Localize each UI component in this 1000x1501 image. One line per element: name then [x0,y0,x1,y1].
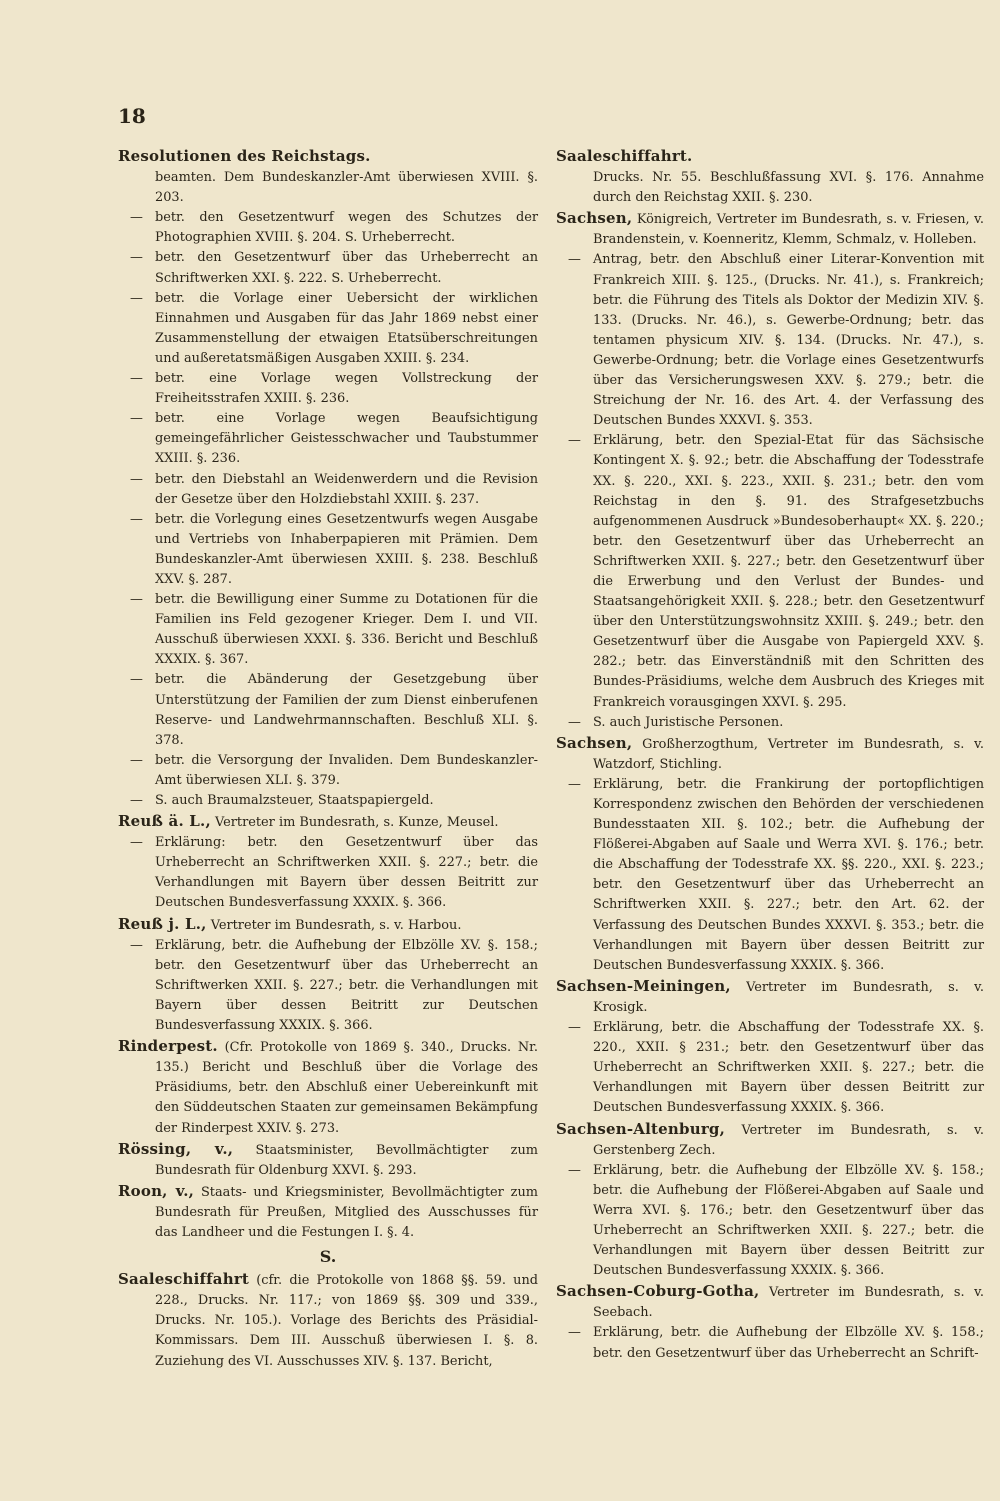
sub-entry [118,248,538,288]
sub-entry-dash: — [130,411,143,427]
sub-entry-text: Erklärung, betr. die Abschaffung der Todesstrafe XX. §. 220., XXII. § 231.; betr. den Gesetzentwurf über das Urheberrecht an Schriftwerken XXII. §. 227.; betr. die Verhandlungen mit Bayern über dessen Beitritt zur Deutschen Bundesverfassung XXXIX. §. 366. [593,1020,984,1116]
sub-entry-text: Erklärung, betr. die Frankirung der portopflichtigen Korrespondenz zwischen den Behörden der verschiedenen Bundesstaaten XII. §. 102.; betr. die Aufhebung der Flößerei-Abgaben auf Saale und Werra XVI. §. 176.; betr. die Abschaffung der Todesstrafe XX. §§. 220., XXI. §. 223.; betr. den Gesetzentwurf über das Urheberrecht an Schriftwerken XXII. §. 227.; betr. den Art. 62. der Verfassung des Deutschen Bundes XXXVI. §. 353.; betr. die Verhandlungen mit Bayern über dessen Beitritt zur Deutschen Bundesverfassung XXXIX. §. 366. [593,776,984,973]
index-entry [118,1036,538,1138]
sub-entry-dash: — [130,290,143,306]
entry-text: Vertreter im Bundesrath, s. v. Seebach. [593,1285,984,1321]
sub-entry [118,470,538,510]
index-entry [118,1139,538,1181]
entry-headword: Sachsen, [556,733,633,752]
entry-continuation: Drucks. Nr. 55. Beschlußfassung XVI. §. 176. Annahme durch den Reichstag XXII. §. 230. [593,170,984,206]
sub-entry-dash: — [130,511,143,527]
index-entry [556,146,984,168]
entry-text: Königreich, Vertreter im Bundesrath, s. v. Friesen, v. Brandenstein, v. Koenneritz, Klemm, Schmalz, v. Holleben. [593,212,984,248]
sub-entry-text: betr. den Gesetzentwurf über das Urheberrecht an Schriftwerken XXI. §. 222. S. Urheberrecht. [155,250,538,286]
sub-entry-text: Erklärung: betr. den Gesetzentwurf über das Urheberrecht an Schriftwerken XXII. §. 227.; betr. die Verhandlungen mit Bayern über dessen Beitritt zur Deutschen Bundesverfassung XXXIX. §. 366. [155,835,538,911]
right-column [556,146,984,1364]
sub-entry-text: Erklärung, betr. die Aufhebung der Elbzölle XV. §. 158.; betr. die Aufhebung der Flößerei-Abgaben auf Saale und Werra XVI. §. 176.; betr. den Gesetzentwurf über das Urheberrecht an Schriftwerken XXII. §. 227.; betr. die Verhandlungen mit Bayern über dessen Beitritt zur Deutschen Bundesverfassung XXXIX. §. 366. [593,1162,984,1279]
entry-headword: Roon, v., [118,1181,195,1200]
section-letter: S. [319,1247,337,1267]
entry-headword: Sachsen-Altenburg, [556,1119,726,1138]
index-entry [556,1281,984,1323]
sub-entry-text: Erklärung, betr. den Spezial-Etat für das Sächsische Kontingent X. §. 92.; betr. die Abschaffung der Todesstrafe XX. §. 220., XXI. §. 223., XXII. §. 231.; betr. den vom Reichstag in den §. 91. des Strafgesetzbuchs aufgenommenen Ausdruck »Bundesoberhaupt« XX. §. 220.; betr. den Gesetzentwurf über das Urheberrecht an Schriftwerken XXII. §. 227.; betr. den Gesetzentwurf über die Erwerbung und den Verlust der Bundes- und Staatsangehörigkeit XXII. §. 228.; betr. den Gesetzentwurf über den Unterstützungswohnsitz XXIII. §. 249.; betr. den Gesetzentwurf über die Ausgabe von Papiergeld XXV. §. 282.; betr. das Einverständniß mit den Schritten des Bundes-Präsidiums, welche dem Ausbruch des Krieges mit Frankreich vorausgingen XXVI. §. 295. [593,433,984,710]
entry-text: Großherzogthum, Vertreter im Bundesrath, s. v. Watzdorf, Stichling. [593,736,984,772]
sub-entry-dash: — [130,793,143,808]
sub-entry-dash: — [130,210,143,226]
sub-entry [556,250,984,431]
sub-entry-text: Antrag, betr. den Abschluß einer Literar-Konvention mit Frankreich XIII. §. 125., (Drucks. Nr. 41.), s. Frankreich; betr. die Führung des Titels als Doktor der Medizin XIV. §. 133. (Drucks. Nr. 46.), s. Gewerbe-Ordnung; betr. das tentamen physicum XIV. §. 134. (Drucks. Nr. 47.), s. Gewerbe-Ordnung; betr. die Vorlage eines Gesetzentwurfs über das Versicherungswesen XXV. §. 279.; betr. die Streichung der Nr. 16. des Art. 4. der Verfassung des Deutschen Bundes XXXVI. §. 353. [593,252,984,429]
entry-text: Staats- und Kriegsminister, Bevollmächtigter zum Bundesrath für Preußen, Mitglied des Ausschusses für das Landheer und die Festungen I. §. 4. [155,1184,538,1240]
entry-continuation: beamten. Dem Bundeskanzler-Amt überwiesen XVIII. §. 203. [155,170,538,206]
index-entry [556,976,984,1018]
entry-headword: Reuß ä. L., [118,812,211,831]
sub-entry-text: S. auch Braumalzsteuer, Staatspapiergeld. [155,793,434,808]
index-entry [118,914,538,936]
left-column [118,146,538,1372]
sub-entry-text: betr. eine Vorlage wegen Vollstreckung der Freiheitsstrafen XXIII. §. 236. [155,371,538,407]
sub-entry-dash: — [568,1162,581,1178]
sub-entry-text: S. auch Juristische Personen. [593,714,784,730]
entry-text: Vertreter im Bundesrath, s. Kunze, Meusel. [210,815,499,831]
entry-text: Staatsminister, Bevollmächtigter zum Bundesrath für Oldenburg XXVI. §. 293. [155,1142,538,1178]
sub-entry-text: Erklärung, betr. die Aufhebung der Elbzölle XV. §. 158.; betr. den Gesetzentwurf über das Urheberrecht an Schriftwerken XXII. §. 227.; betr. die Verhandlungen mit Bayern über dessen Beitritt zur Deutschen Bundesverfassung XXXIX. §. 366. [155,937,538,1034]
entry-headword: Rössing, v., [118,1139,234,1158]
sub-entry-dash: — [130,250,143,266]
sub-entry [118,510,538,590]
sub-entry-dash: — [130,471,143,487]
entry-headword: Resolutionen des Reichstags. [118,147,371,165]
sub-entry-text: betr. den Gesetzentwurf wegen des Schutzes der Photographien XVIII. §. 204. S. Urheberrecht. [155,210,538,246]
sub-entry [556,713,984,733]
sub-entry [118,590,538,670]
sub-entry-text: betr. die Vorlage einer Uebersicht der wirklichen Einnahmen und Ausgaben für das Jahr 1869 nebst einer Zusammenstellung der etwaigen Etatsüberschreitungen und außeretatsmäßigen Ausgaben XXIII. §. 234. [155,290,538,366]
sub-entry-dash: — [130,937,143,953]
sub-entry [556,1161,984,1282]
sub-entry [118,409,538,469]
sub-entry [118,833,538,913]
sub-entry-dash: — [130,752,143,768]
sub-entry [118,936,538,1036]
sub-entry-text: betr. die Vorlegung eines Gesetzentwurfs wegen Ausgabe und Vertriebs von Inhaberpapieren mit Prämien. Dem Bundeskanzler-Amt überwiesen XXIII. §. 238. Beschluß XXV. §. 287. [155,511,538,587]
index-entry [556,1119,984,1161]
entry-headword: Rinderpest. [118,1037,218,1056]
sub-entry-text: Erklärung, betr. die Aufhebung der Elbzölle XV. §. 158.; betr. den Gesetzentwurf über das Urheberrecht an Schrift- [593,1325,984,1361]
sub-entry-dash: — [568,776,581,792]
sub-entry-dash: — [130,672,143,688]
sub-entry [556,1018,984,1118]
sub-entry-dash: — [130,371,143,387]
entry-text: Vertreter im Bundesrath, s. v. Krosigk. [593,979,984,1015]
entry-headword: Saaleschiffahrt. [556,147,693,165]
index-entry [118,146,538,168]
sub-entry [118,791,538,811]
sub-entry [556,431,984,712]
index-entry [556,733,984,775]
sub-entry-text: betr. eine Vorlage wegen Beaufsichtigung gemeingefährlicher Geistesschwacher und Taubstummer XXIII. §. 236. [155,411,538,467]
sub-entry [118,369,538,409]
entry-headword: Sachsen-Meiningen, [556,976,731,995]
sub-entry [118,289,538,369]
sub-entry-dash: — [568,252,581,268]
index-entry [118,1181,538,1243]
sub-entry [118,670,538,750]
sub-entry-text: betr. den Diebstahl an Weidenwerdern und die Revision der Gesetze über den Holzdiebstahl XXIII. §. 237. [155,471,538,507]
sub-entry-dash: — [568,1325,581,1341]
entry-text: Vertreter im Bundesrath, s. v. Harbou. [206,917,462,933]
sub-entry [118,751,538,791]
sub-entry-text: betr. die Abänderung der Gesetzgebung über Unterstützung der Familien der zum Dienst einberufenen Reserve- und Landwehrmannschaften. Beschluß XLI. §. 378. [155,672,538,748]
sub-entry [556,775,984,976]
entry-text: (cfr. die Protokolle von 1868 §§. 59. und 228., Drucks. Nr. 117.; von 1869 §§. 309 und 339., Drucks. Nr. 105.). Vorlage des Berichts des Präsidial-Kommissars. Dem III. Ausschuß überwiesen I. §. 8. Zuziehung des VI. Ausschusses XIV. §. 137. Bericht, [155,1273,538,1369]
index-entry [118,1269,538,1371]
sub-entry-text: betr. die Versorgung der Invaliden. Dem Bundeskanzler-Amt überwiesen XLI. §. 379. [155,752,538,788]
sub-entry-dash: — [568,433,581,449]
entry-headword: Sachsen-Coburg-Gotha, [556,1282,760,1301]
sub-entry-dash: — [130,835,143,851]
entry-text: Vertreter im Bundesrath, s. v. Gerstenberg Zech. [593,1122,984,1158]
entry-text: (Cfr. Protokolle von 1869 §. 340., Drucks. Nr. 135.) Bericht und Beschluß über die Vorlage des Präsidiums, betr. den Abschluß einer Uebereinkunft mit den Süddeutschen Staaten zur gemeinsamen Bekämpfung der Rinderpest XXIV. §. 273. [155,1040,538,1136]
sub-entry-dash: — [130,592,143,608]
sub-entry-dash: — [568,1020,581,1036]
sub-entry-text: betr. die Bewilligung einer Summe zu Dotationen für die Familien ins Feld gezogener Krieger. Dem I. und VII. Ausschuß überwiesen XXXI. §. 336. Bericht und Beschluß XXXIX. §. 367. [155,592,538,668]
entry-headword: Reuß j. L., [118,914,207,933]
sub-entry [556,1323,984,1363]
page-number: 18 [118,104,146,128]
entry-headword: Saaleschiffahrt [118,1270,250,1289]
entry-headword: Sachsen, [556,209,633,228]
index-entry [556,208,984,250]
sub-entry-dash: — [568,714,581,730]
index-entry [118,811,538,833]
sub-entry [118,208,538,248]
